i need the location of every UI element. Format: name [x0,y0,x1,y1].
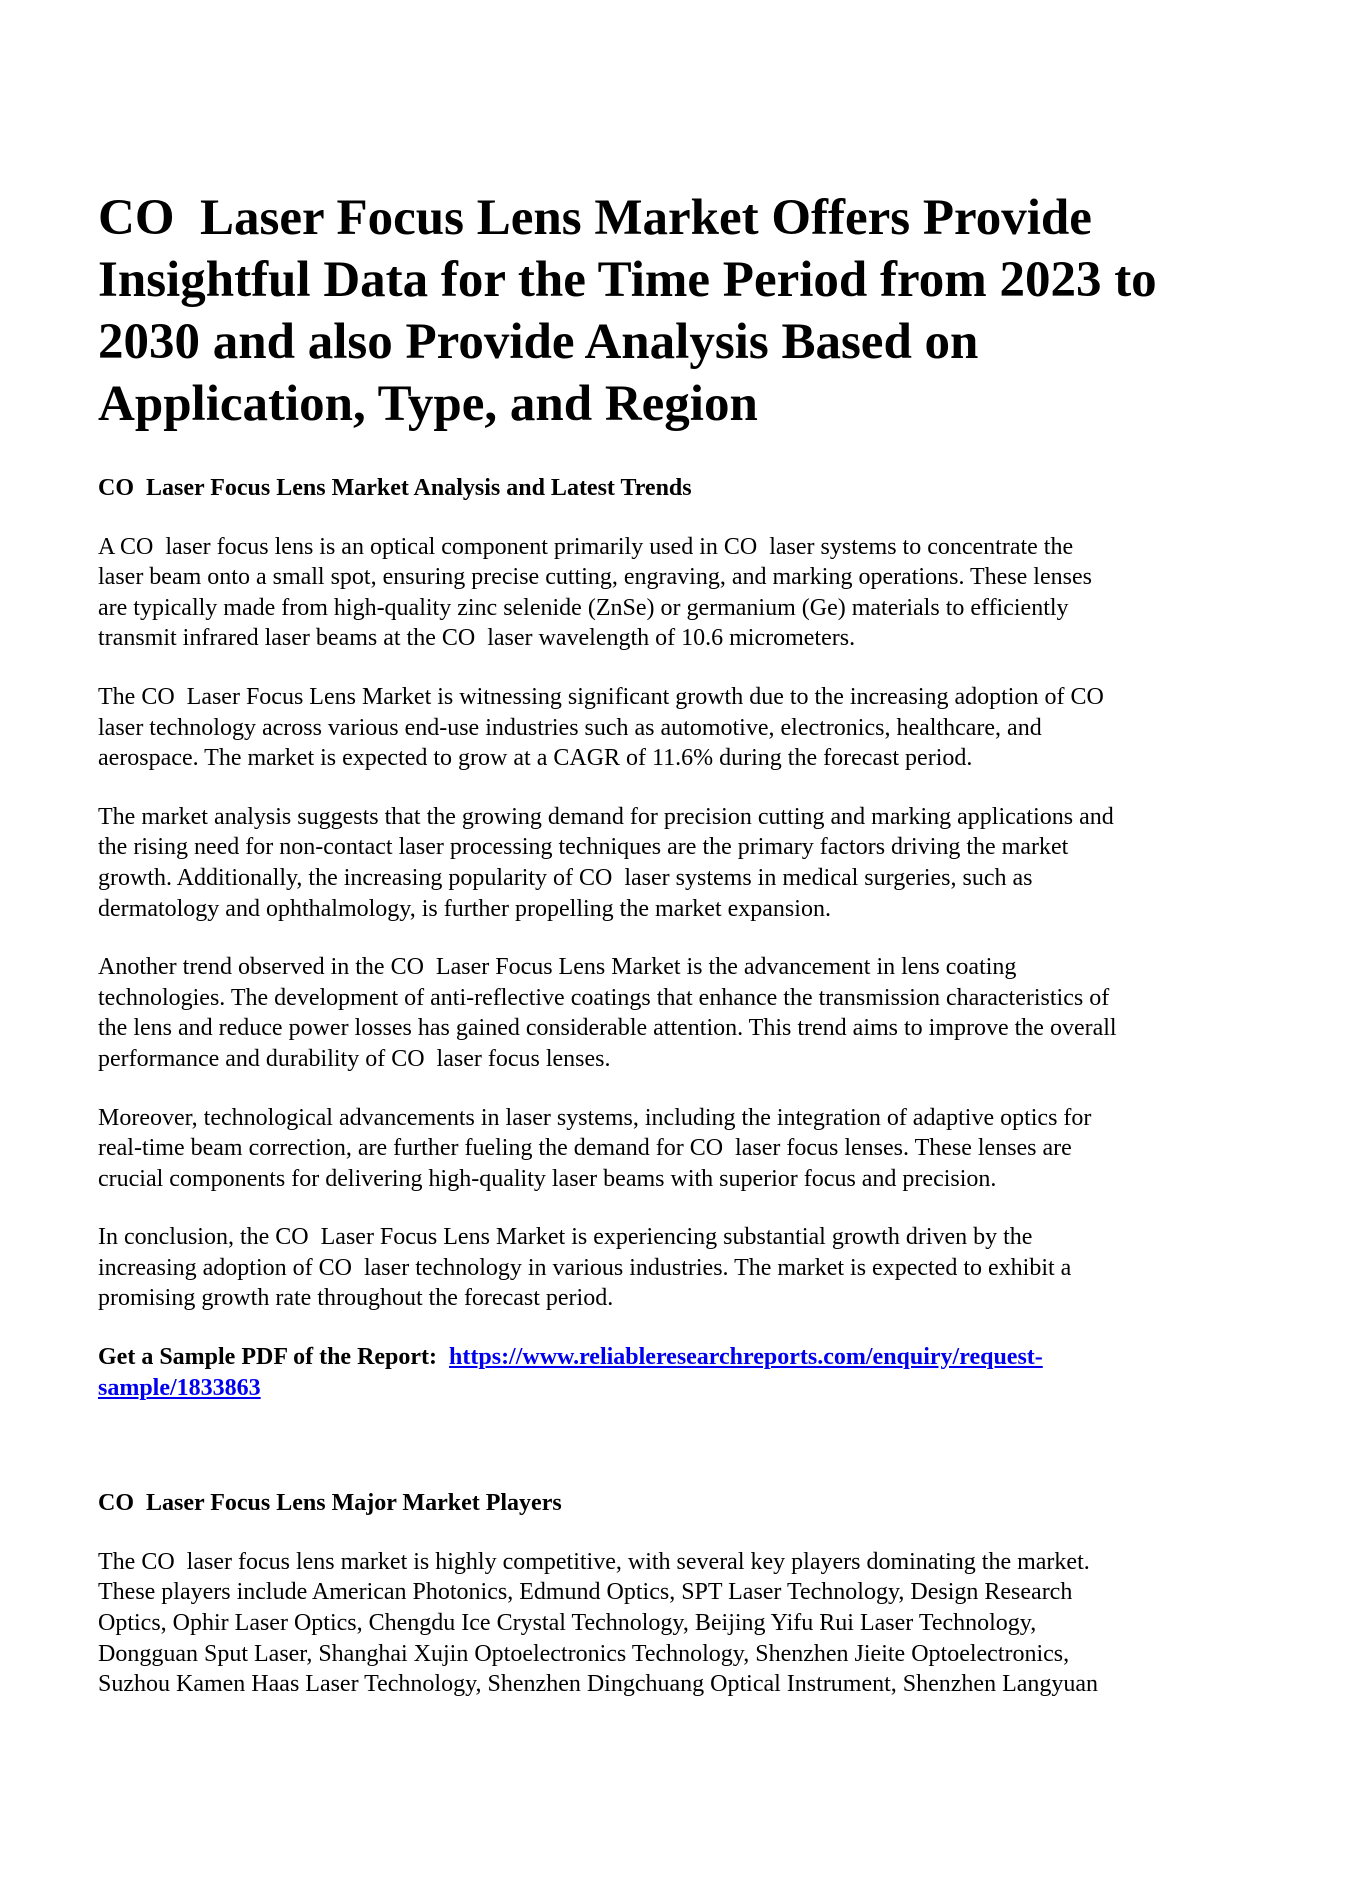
title-line: 2030 and also Provide Analysis Based on [98,314,979,370]
sample-pdf-link[interactable]: https://www.reliableresearchreports.com/enquiry/request- [449,1344,1043,1371]
text-line: The CO laser focus lens market is highly competitive, with several key players dominating the market. [98,1548,1090,1575]
section-heading-players: CO Laser Focus Lens Major Market Players [98,1490,562,1517]
text-line: The CO Laser Focus Lens Market is witnessing significant growth due to the increasing adoption of CO [98,683,1104,710]
text-line: the lens and reduce power losses has gained considerable attention. This trend aims to improve the overall [98,1015,1117,1042]
text-line: The market analysis suggests that the growing demand for precision cutting and marking applications and [98,803,1114,830]
sample-pdf-label: Get a Sample PDF of the Report: [98,1344,450,1371]
text-line: Moreover, technological advancements in laser systems, including the integration of adaptive optics for [98,1104,1092,1131]
text-line: A CO laser focus lens is an optical component primarily used in CO laser systems to concentrate the [98,533,1074,560]
text-line: laser technology across various end-use industries such as automotive, electronics, healthcare, and [98,714,1042,741]
text-line: increasing adoption of CO laser technology in various industries. The market is expected to exhibit a [98,1254,1072,1281]
body-paragraph [98,952,1278,1074]
page-title [98,187,1278,435]
section-heading-analysis: CO Laser Focus Lens Market Analysis and Latest Trends [98,475,692,501]
document-page [98,187,1278,1728]
body-paragraph [98,1103,1278,1195]
text-line: Another trend observed in the CO Laser Focus Lens Market is the advancement in lens coating [98,954,1017,981]
text-line: These players include American Photonics, Edmund Optics, SPT Laser Technology, Design Research [98,1579,1073,1606]
sample-pdf-link[interactable]: sample/1833863 [98,1374,261,1401]
text-line: performance and durability of CO laser focus lenses. [98,1045,611,1072]
text-line: laser beam onto a small spot, ensuring precise cutting, engraving, and marking operations. These lenses [98,564,1092,591]
text-line: Suzhou Kamen Haas Laser Technology, Shenzhen Dingchuang Optical Instrument, Shenzhen Langyuan [98,1671,1099,1698]
text-line: dermatology and ophthalmology, is further propelling the market expansion. [98,895,831,922]
text-line: growth. Additionally, the increasing popularity of CO laser systems in medical surgeries, such as [98,864,1033,891]
title-line: Insightful Data for the Time Period from 2023 to [98,252,1157,308]
text-line: In conclusion, the CO Laser Focus Lens Market is experiencing substantial growth driven by the [98,1224,1033,1251]
text-line: aerospace. The market is expected to grow at a CAGR of 11.6% during the forecast period. [98,745,973,772]
text-line: real-time beam correction, are further fueling the demand for CO laser focus lenses. These lenses are [98,1135,1072,1162]
text-line: technologies. The development of anti-reflective coatings that enhance the transmission characteristics of [98,984,1110,1011]
body-paragraph [98,532,1278,654]
body-paragraph [98,802,1278,924]
text-line: Optics, Ophir Laser Optics, Chengdu Ice Crystal Technology, Beijing Yifu Rui Laser Technology, [98,1610,1037,1637]
title-line: CO Laser Focus Lens Market Offers Provide [98,190,1092,246]
sample-pdf-paragraph [98,1342,1278,1403]
text-line: Dongguan Sput Laser, Shanghai Xujin Optoelectronics Technology, Shenzhen Jieite Optoelectronics, [98,1640,1070,1667]
analysis-section-body [98,532,1278,1314]
body-paragraph [98,682,1278,774]
text-line: crucial components for delivering high-quality laser beams with superior focus and precision. [98,1165,997,1192]
title-line: Application, Type, and Region [98,376,758,432]
body-paragraph [98,1222,1278,1314]
text-line: transmit infrared laser beams at the CO laser wavelength of 10.6 micrometers. [98,625,856,652]
players-paragraph [98,1547,1278,1700]
text-line: are typically made from high-quality zinc selenide (ZnSe) or germanium (Ge) materials to efficiently [98,594,1069,621]
text-line: promising growth rate throughout the forecast period. [98,1285,614,1312]
text-line: the rising need for non-contact laser processing techniques are the primary factors driving the market [98,834,1069,861]
